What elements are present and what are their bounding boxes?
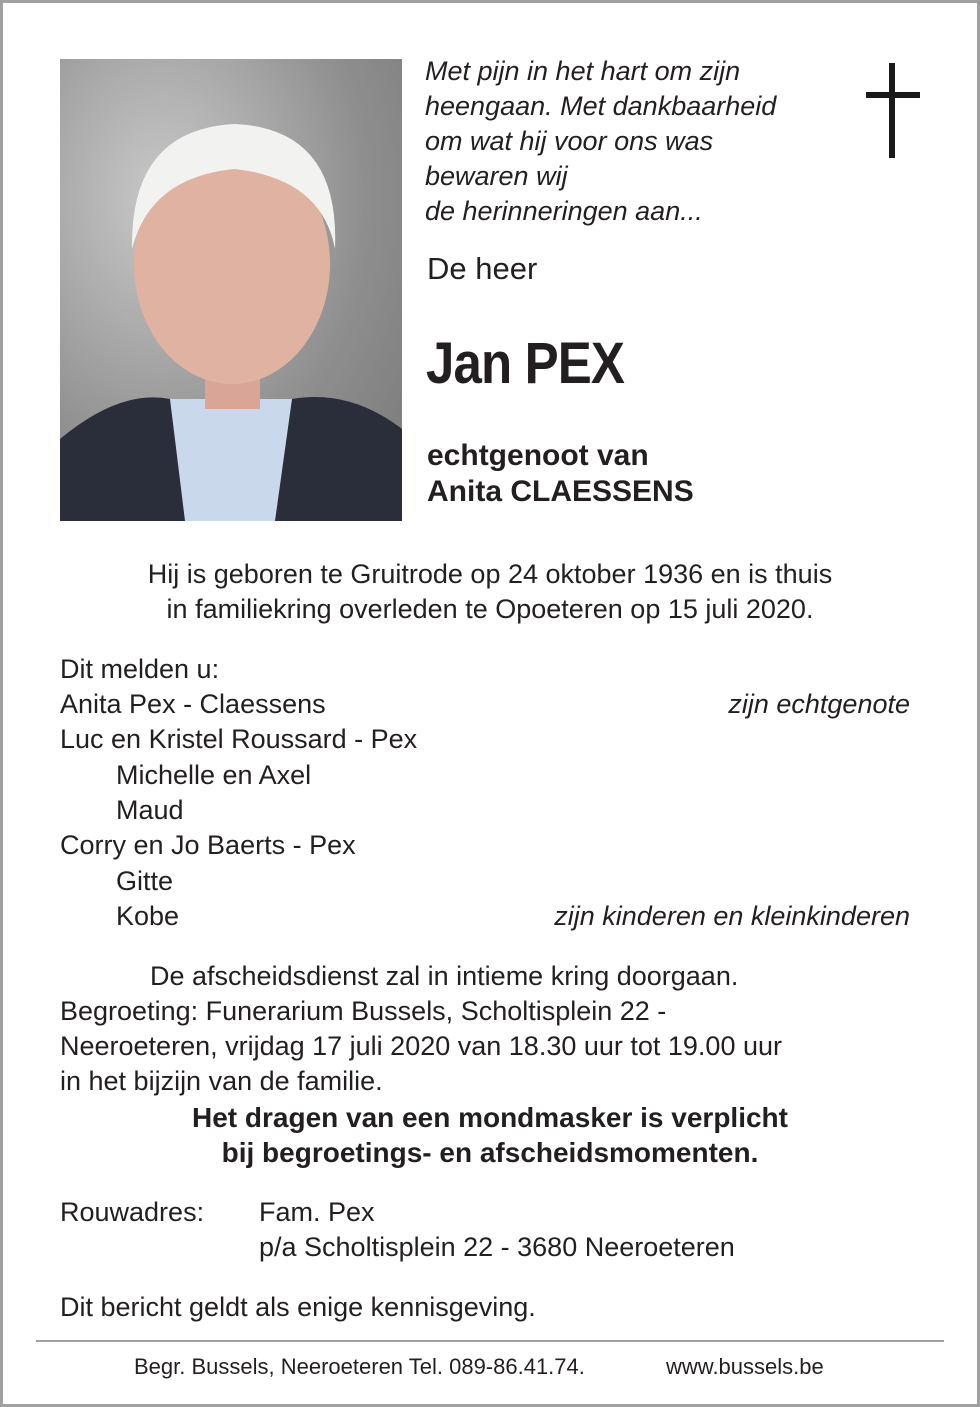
quote-line: Met pijn in het hart om zijn (425, 56, 741, 86)
family-member: Gitte (116, 865, 174, 896)
quote-line: heengaan. Met dankbaarheid (425, 91, 777, 121)
undertaker-info: Begr. Bussels, Neeroeteren Tel. 089-86.41.74. (134, 1354, 585, 1379)
text-line: in het bijzijn van de familie. (60, 1066, 383, 1096)
portrait-photo (60, 59, 402, 521)
service-info (60, 959, 782, 1099)
family-relation: zijn kinderen en kleinkinderen (554, 900, 910, 931)
spouse-name: Anita CLAESSENS (427, 475, 694, 508)
address-line: Fam. Pex (259, 1197, 375, 1227)
family-member: Luc en Kristel Roussard - Pex (60, 724, 418, 755)
text-line: bij begroetings- en afscheidsmomenten. (221, 1137, 759, 1168)
deceased-name: Jan PEX (426, 331, 625, 396)
quote-line: bewaren wij (425, 161, 568, 191)
family-member: Michelle en Axel (116, 759, 312, 790)
address-line: p/a Scholtisplein 22 - 3680 Neeroeteren (259, 1232, 735, 1262)
mask-notice (0, 1100, 980, 1170)
footer-divider (36, 1340, 944, 1342)
text-line: Begroeting: Funerarium Bussels, Scholtisplein 22 - (60, 996, 667, 1026)
text-line: Het dragen van een mondmasker is verplicht (192, 1102, 788, 1133)
text-line: in familiekring overleden te Opoeteren op 15 juli 2020. (166, 594, 814, 624)
family-member: Maud (116, 794, 184, 825)
website-link[interactable]: www.bussels.be (666, 1354, 824, 1379)
family-relation: zijn echtgenote (728, 689, 910, 719)
spouse-label: echtgenoot van (427, 439, 649, 472)
family-member: Anita Pex - Claessens (60, 689, 326, 719)
family-member: Kobe (116, 900, 180, 931)
memorial-quote (425, 54, 776, 229)
text-line: Neeroeteren, vrijdag 17 juli 2020 van 18.30 uur tot 19.00 uur (60, 1031, 782, 1061)
announcers-intro: Dit melden u: (60, 654, 220, 684)
quote-line: om wat hij voor ons was (425, 126, 714, 156)
closing-note: Dit bericht geldt als enige kennisgeving. (60, 1292, 536, 1322)
honorific: De heer (427, 251, 538, 286)
family-member: Corry en Jo Baerts - Pex (60, 830, 356, 861)
birth-death-info (0, 557, 980, 627)
address-label: Rouwadres: (60, 1197, 205, 1227)
spouse-info (427, 438, 694, 510)
text-line: Hij is geboren te Gruitrode op 24 oktober 1936 en is thuis (147, 559, 833, 589)
quote-line: de herinneringen aan... (425, 196, 703, 226)
address-block (259, 1195, 735, 1265)
text-line: De afscheidsdienst zal in intieme kring doorgaan. (150, 961, 739, 991)
